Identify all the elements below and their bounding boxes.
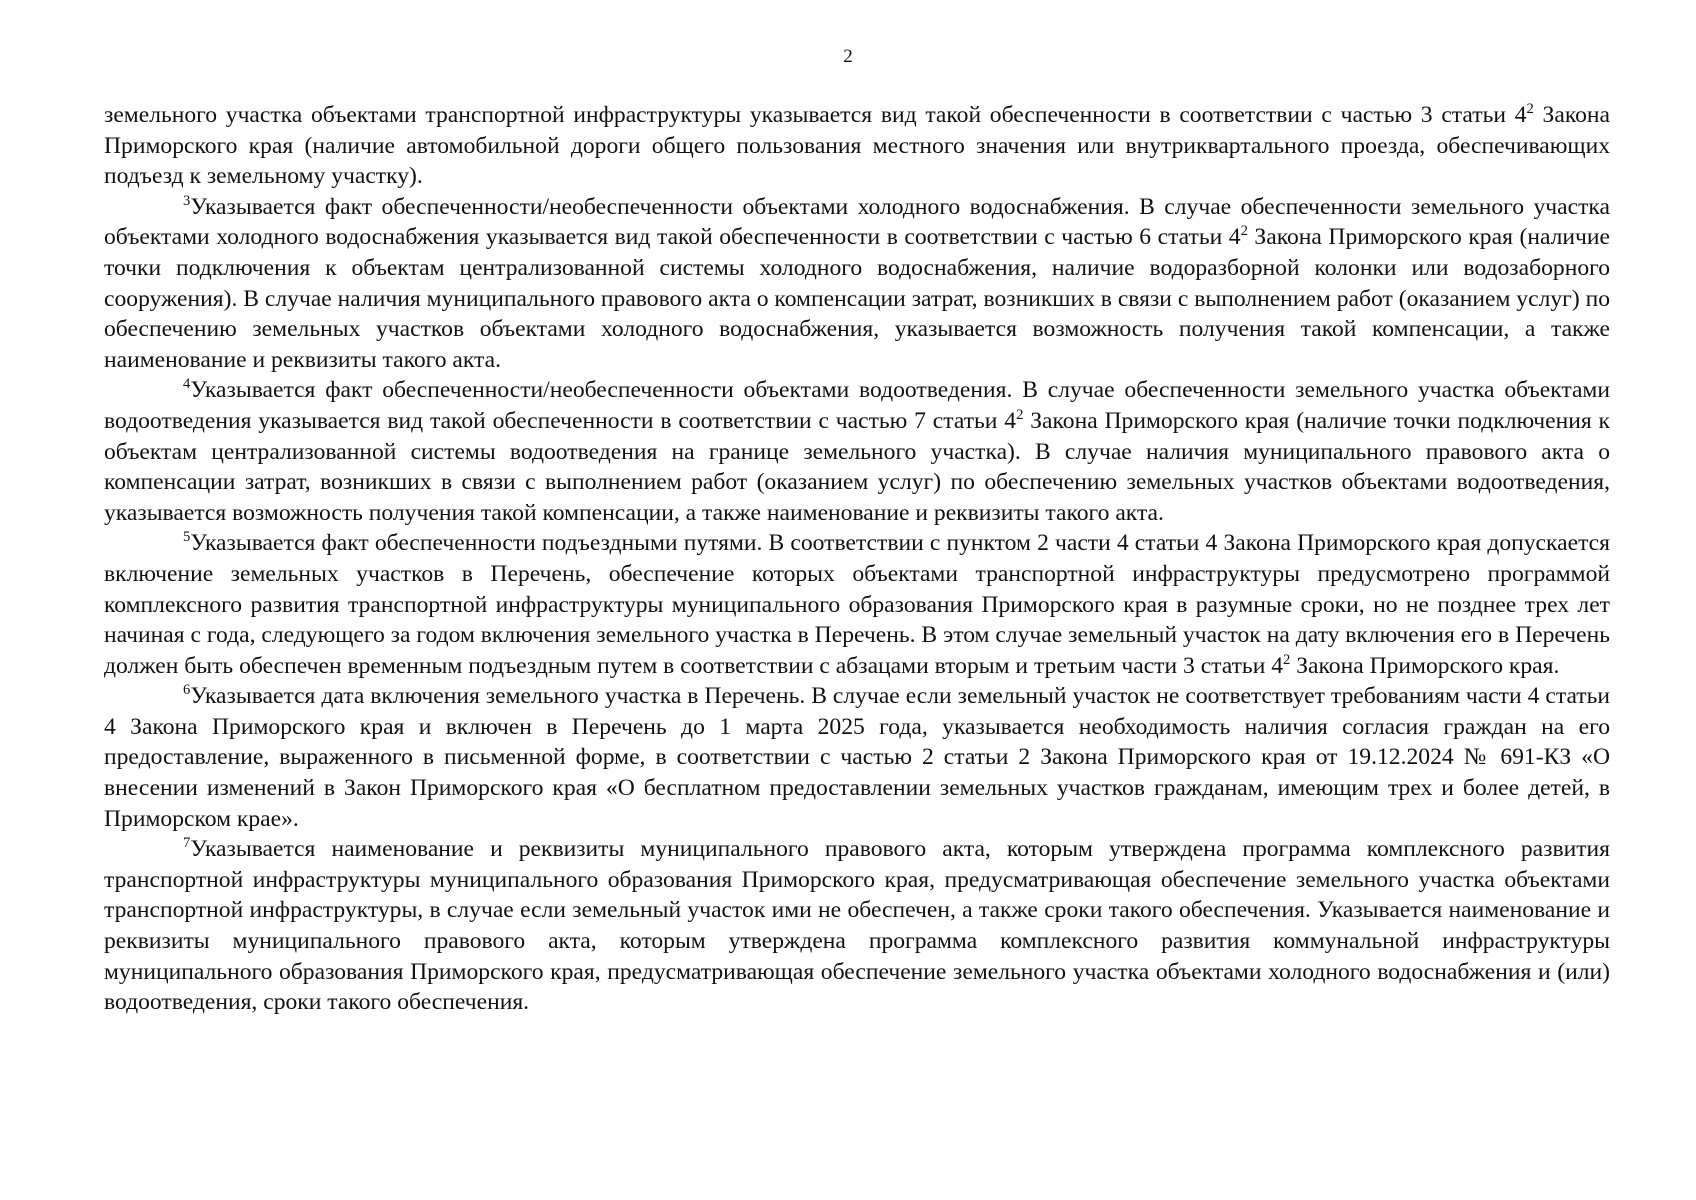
paragraph-text: Указывается дата включения земельного участка в Перечень. В случае если земельный участок не соответствует требованиям части 4 статьи 4 Закона Приморского края и включен в Перечень до 1 марта 2025 года, указывается необходимость наличия согласия граждан на его предоставление, выраженного в письменной форме, в соответствии с частью 2 статьи 2 Закона Приморского края от 19.12.2024 № 691-КЗ «О внесении изменений в Закон Приморского края «О бесплатном предоставлении земельных участков гражданам, имеющим трех и более детей, в Приморском крае». [104, 683, 1610, 832]
paragraph-text: Закона Приморского края (наличие автомобильной дороги общего пользования местного значения или внутриквартального проезда, обеспечивающих подъезд к земельному участку). [104, 102, 1610, 190]
superscript: 2 [1240, 223, 1248, 240]
footnote-5 [104, 528, 1610, 681]
footnote-marker: 4 [183, 376, 191, 393]
paragraph-text: Закона Приморского края (наличие точки подключения к объектам централизованной системы холодного водоснабжения, наличие водоразборной колонки или водозаборного сооружения). В случае наличия муниципального правового акта о компенсации затрат, возникших в связи с выполнением работ (оказанием услуг) по обеспечению земельных участков объектами холодного водоснабжения, указывается возможность получения такой компенсации, а также наименование и реквизиты такого акта. [104, 224, 1610, 373]
footnote-4 [104, 375, 1610, 528]
superscript: 2 [1016, 406, 1024, 423]
paragraph-text: Указывается наименование и реквизиты муниципального правового акта, которым утверждена программа комплексного развития транспортной инфраструктуры муниципального образования Приморского края, предусматривающая обеспечение земельного участка объектами транспортной инфраструктуры, в случае если земельный участок ими не обеспечен, а также сроки такого обеспечения. Указывается наименование и реквизиты муниципального правового акта, которым утверждена программа комплексного развития коммунальной инфраструктуры муниципального образования Приморского края, предусматривающая обеспечение земельного участка объектами холодного водоснабжения и (или) водоотведения, сроки такого обеспечения. [104, 836, 1610, 1016]
paragraph-text: Указывается факт обеспеченности/необеспеченности объектами холодного водоснабжения. В случае обеспеченности земельного участка объектами холодного водоснабжения указывается вид такой обеспеченности в соответствии с частью 6 статьи 4 [104, 193, 1610, 251]
footnote-2-continuation [104, 100, 1610, 192]
footnotes-text [104, 100, 1610, 1018]
footnote-6 [104, 681, 1610, 834]
footnote-marker: 5 [183, 529, 191, 546]
page-number: 2 [843, 46, 853, 67]
footnote-7 [104, 834, 1610, 1018]
paragraph-text: Указывается факт обеспеченности подъездными путями. В соответствии с пунктом 2 части 4 статьи 4 Закона Приморского края допускается включение земельных участков в Перечень, обеспечение которых объектами транспортной инфраструктуры предусмотрено программой комплексного развития транспортной инфраструктуры муниципального образования Приморского края в разумные сроки, но не позднее трех лет начиная с года, следующего за годом включения земельного участка в Перечень. В этом случае земельный участок на дату включения его в Перечень должен быть обеспечен временным подъездным путем в соответствии с абзацами вторым и третьим части 3 статьи 4 [104, 530, 1610, 679]
superscript: 2 [1283, 651, 1291, 668]
paragraph-text: Закона Приморского края. [1290, 652, 1560, 679]
footnote-3 [104, 192, 1610, 376]
paragraph-text: земельного участка объектами транспортной инфраструктуры указывается вид такой обеспеченности в соответствии с частью 3 статьи 4 [104, 102, 1527, 128]
paragraph-text: Закона Приморского края (наличие точки подключения к объектам централизованной системы водоотведения на границе земельного участка). В случае наличия муниципального правового акта о компенсации затрат, возникших в связи с выполнением работ (оказанием услуг) по обеспечению земельных участков объектами водоотведения, указывается возможность получения такой компенсации, а также наименование и реквизиты такого акта. [104, 407, 1611, 526]
footnote-marker: 7 [183, 835, 191, 852]
paragraph-text: Указывается факт обеспеченности/необеспеченности объектами водоотведения. В случае обеспеченности земельного участка объектами водоотведения указывается вид такой обеспеченности в соответствии с частью 7 статьи 4 [104, 377, 1610, 434]
footnote-marker: 6 [183, 682, 191, 699]
footnote-marker: 3 [183, 192, 191, 209]
superscript: 2 [1526, 100, 1534, 117]
